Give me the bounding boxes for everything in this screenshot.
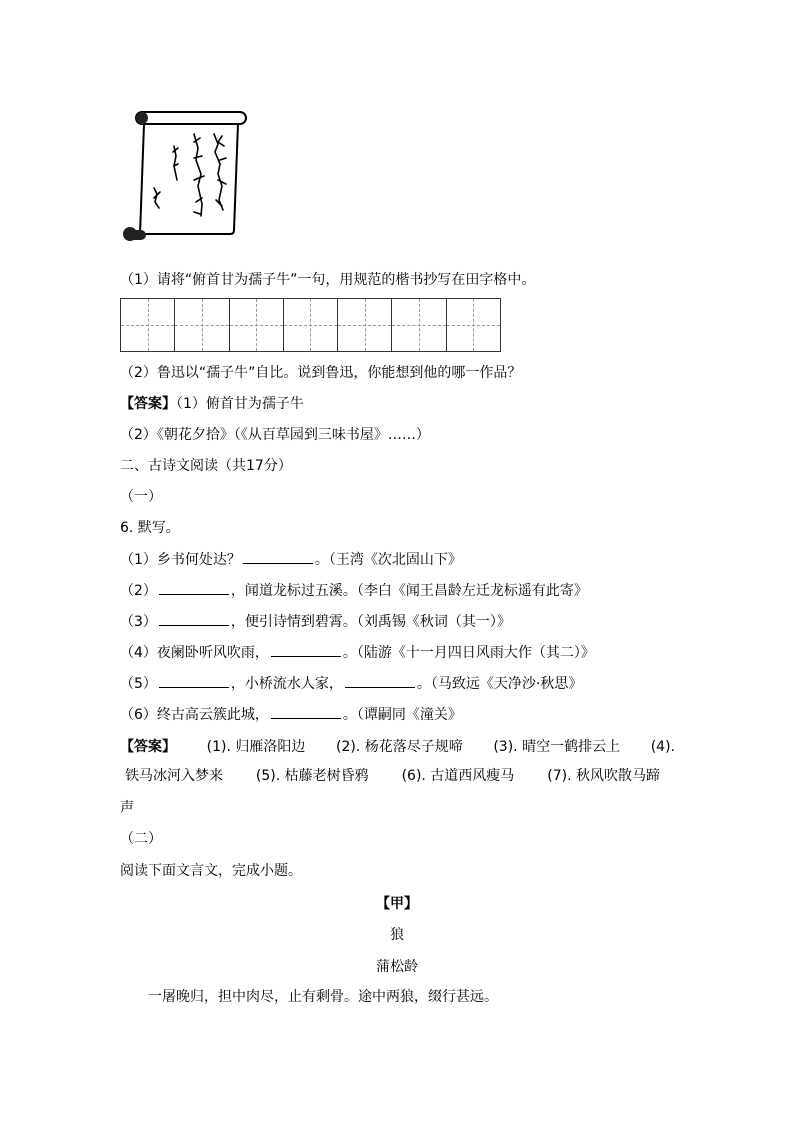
answer-item: (2). 杨花落尽子规啼 [335, 739, 463, 755]
question-6-title: 6. 默写。 [120, 520, 180, 536]
grid-cell[interactable] [392, 299, 446, 351]
item-text: （1）乡书何处达？ [120, 552, 241, 568]
dictation-item-1 [120, 550, 462, 569]
dictation-item-2 [120, 581, 588, 600]
item-text: （6）终古高云簇此城， [120, 707, 269, 723]
answer-item: (3). 晴空一鹤排云上 [493, 739, 621, 755]
grid-cell[interactable] [230, 299, 284, 351]
item-text: （3） [120, 614, 157, 630]
item-source: 。（王湾《次北固山下》 [314, 552, 462, 568]
answer-blank[interactable] [159, 674, 229, 688]
grid-cell[interactable] [338, 299, 392, 351]
answer-item: 铁马冰河入梦来 [125, 768, 223, 784]
dictation-item-4 [120, 643, 595, 662]
answer-blank[interactable] [345, 674, 415, 688]
grid-cell[interactable] [175, 299, 229, 351]
answers-line-1 [120, 738, 675, 756]
answer-label: 【答案】 [120, 739, 176, 755]
item-source: 。（陆游《十一月四日风雨大作（其二）》 [342, 645, 595, 661]
grid-cell[interactable] [447, 299, 500, 351]
passage-first-paragraph: 一屠晚归，担中肉尽，止有剩骨。途中两狼，缀行甚远。 [148, 989, 498, 1005]
answer-item: (4). [650, 739, 675, 755]
item-source: ，闻道龙标过五溪。（李白《闻王昌龄左迁龙标遥有此寄》 [230, 583, 588, 599]
item-text: ，小桥流水人家， [230, 676, 343, 692]
answer-item: (6). 古道西风瘦马 [401, 768, 515, 784]
answer-text-2: （2）《朝花夕拾》（《从百草园到三味书屋》……） [120, 427, 430, 443]
item-text: （2） [120, 583, 157, 599]
item-text: （4）夜阑卧听风吹雨， [120, 645, 269, 661]
answer-item: (7). 秋风吹散马蹄 [547, 768, 660, 784]
part-1-label: （一） [120, 489, 162, 505]
tianzige-writing-grid[interactable] [120, 298, 501, 352]
passage-label: 【甲】 [376, 896, 418, 912]
grid-cell[interactable] [284, 299, 338, 351]
answer-blank[interactable] [159, 612, 229, 626]
question-1-prompt: （1）请将“俯首甘为孺子牛”一句，用规范的楷书抄写在田字格中。 [120, 272, 536, 288]
answers-line-3: 声 [120, 800, 134, 816]
item-source: 。（马致远《天净沙·秋思》 [416, 676, 583, 692]
answer-label: 【答案】 [120, 396, 176, 412]
answer-item: (5). 枯藤老树昏鸦 [255, 768, 369, 784]
dictation-item-3 [120, 612, 511, 631]
item-source: ，便引诗情到碧霄。（刘禹锡《秋词（其一）》 [230, 614, 511, 630]
calligraphy-scroll-image [118, 106, 252, 246]
answer-item: (1). 归雁洛阳边 [206, 739, 306, 755]
question-2-prompt: （2）鲁迅以“孺子牛”自比。说到鲁迅，你能想到他的哪一作品？ [120, 365, 522, 381]
answer-block-1 [120, 395, 304, 413]
answer-text: （1）俯首甘为孺子牛 [176, 396, 304, 412]
answers-line-2 [125, 767, 660, 785]
dictation-item-6 [120, 705, 462, 724]
item-text: （5） [120, 676, 157, 692]
passage-author: 蒲松龄 [376, 959, 418, 975]
grid-cell[interactable] [121, 299, 175, 351]
answer-blank[interactable] [159, 581, 229, 595]
dictation-item-5 [120, 674, 582, 693]
passage-title: 狼 [390, 927, 404, 943]
section-title: 二、古诗文阅读（共17分） [120, 458, 292, 474]
answer-blank[interactable] [271, 643, 341, 657]
part-2-label: （二） [120, 831, 162, 847]
answer-blank[interactable] [243, 550, 313, 564]
reading-instruction: 阅读下面文言文，完成小题。 [120, 863, 302, 879]
answer-blank[interactable] [271, 705, 341, 719]
item-source: 。（谭嗣同《潼关》 [342, 707, 462, 723]
